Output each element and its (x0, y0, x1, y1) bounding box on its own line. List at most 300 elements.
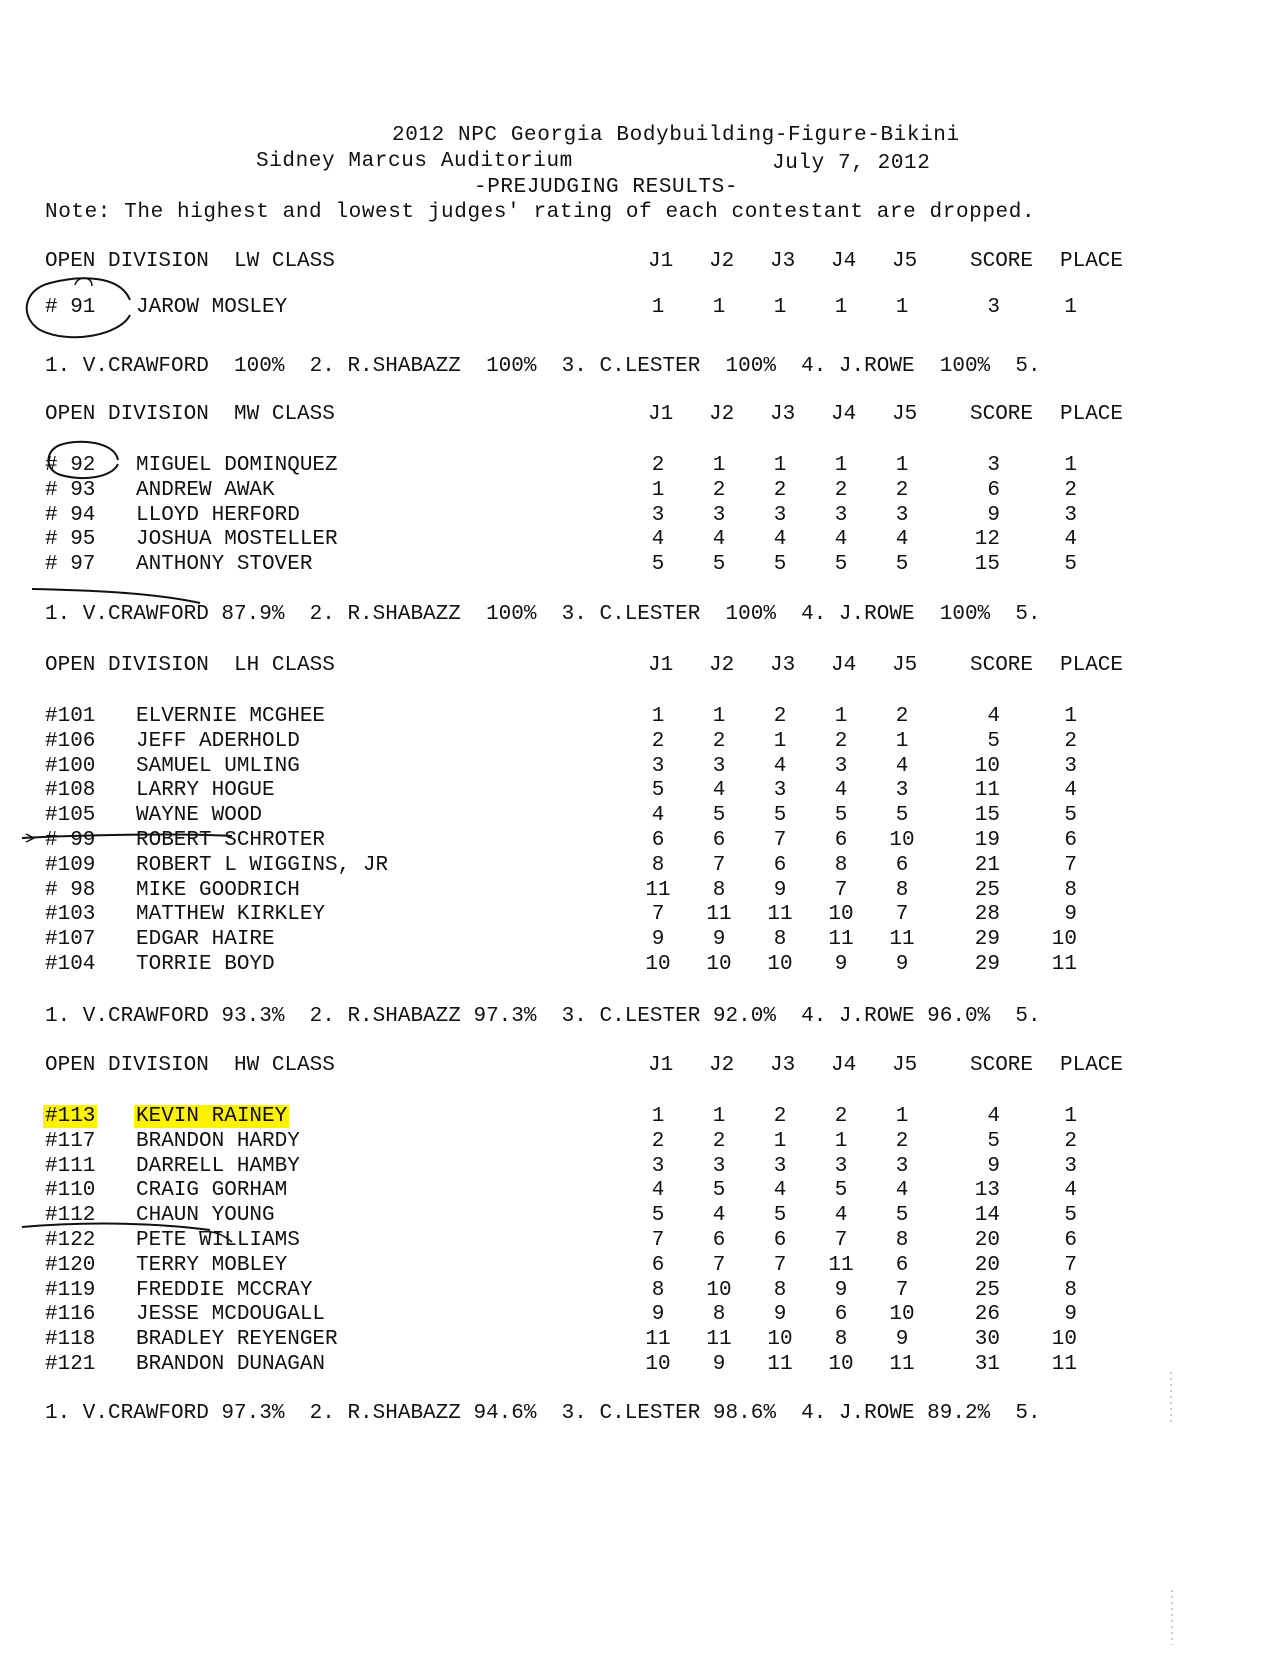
total-score: 25 (974, 1278, 1000, 1302)
contestant-row (0, 730, 1265, 754)
judge-score: 2 (895, 705, 909, 728)
judge-score: 1 (895, 454, 909, 477)
judge-score: 1 (834, 296, 848, 319)
judge-score: 9 (651, 1303, 665, 1327)
column-header: J3 (770, 654, 796, 677)
venue: Sidney Marcus Auditorium (256, 150, 573, 173)
judge-score: 10 (828, 1353, 854, 1376)
contestant-row (0, 1155, 1265, 1179)
contestant-row (0, 755, 1265, 779)
judge-score: 5 (895, 804, 909, 828)
judge-score: 4 (773, 754, 787, 778)
judge-score: 3 (773, 779, 787, 803)
judge-score: 10 (645, 1353, 671, 1376)
place: 1 (1064, 454, 1077, 477)
contestant-number: #109 (45, 853, 96, 877)
contestant-number: #113 (45, 1105, 96, 1128)
judge-score: 6 (773, 1229, 787, 1252)
total-score: 26 (974, 1303, 1000, 1327)
place: 7 (1064, 853, 1077, 877)
judge-score: 1 (895, 729, 909, 753)
contestant-number: #120 (45, 1253, 96, 1277)
judge-score: 8 (895, 878, 909, 902)
contestant-row (0, 953, 1265, 977)
contestant-row (0, 1303, 1265, 1327)
place: 6 (1064, 829, 1077, 852)
judge-score: 7 (834, 1229, 848, 1252)
division-header: OPEN DIVISION LH CLASS (45, 654, 335, 677)
contestant-name: ANTHONY STOVER (136, 553, 313, 577)
column-header: SCORE (970, 654, 1034, 677)
judge-score: 4 (773, 1179, 787, 1203)
judge-score: 4 (712, 1204, 726, 1228)
judge-score: 5 (712, 1179, 726, 1203)
judge-agreement-line: 1. V.CRAWFORD 87.9% 2. R.SHABAZZ 100% 3. C.LESTER 100% 4. J.ROWE 100% 5. (45, 603, 1041, 626)
contestant-number: #112 (45, 1204, 96, 1228)
judge-score: 3 (712, 503, 726, 527)
total-score: 30 (974, 1328, 1000, 1352)
place: 8 (1064, 1278, 1077, 1302)
contestant-row (0, 903, 1265, 927)
judge-score: 11 (645, 1328, 671, 1352)
judge-score: 10 (706, 953, 732, 976)
column-header: J3 (770, 1054, 796, 1077)
judge-score: 9 (773, 1303, 787, 1327)
total-score: 12 (974, 528, 1000, 552)
judge-score: 2 (712, 478, 726, 502)
judge-score: 3 (651, 1154, 665, 1178)
contestant-number: #111 (45, 1154, 96, 1178)
underline-mark (32, 589, 200, 603)
judge-score: 3 (895, 779, 909, 803)
judge-score: 2 (773, 1105, 787, 1128)
contestant-name: LARRY HOGUE (136, 779, 275, 803)
judge-score: 4 (651, 804, 665, 828)
contestant-name: BRANDON DUNAGAN (136, 1353, 326, 1376)
contestant-number: #110 (45, 1179, 96, 1203)
judge-score: 4 (834, 528, 848, 552)
place: 1 (1064, 1105, 1077, 1128)
judge-score: 8 (773, 928, 787, 952)
judge-score: 7 (895, 903, 909, 927)
division-header: OPEN DIVISION MW CLASS (45, 403, 335, 426)
judge-score: 3 (834, 1154, 848, 1178)
judge-score: 5 (834, 804, 848, 828)
column-header: J4 (831, 250, 857, 273)
judge-score: 1 (712, 454, 726, 477)
place: 5 (1064, 804, 1077, 828)
judge-score: 7 (773, 829, 787, 852)
total-score: 9 (987, 503, 1000, 527)
column-header: SCORE (970, 250, 1034, 273)
judge-score: 8 (834, 1328, 848, 1352)
place: 3 (1064, 1154, 1077, 1178)
judge-score: 8 (712, 878, 726, 902)
judge-score: 2 (651, 729, 665, 753)
judge-score: 8 (895, 1229, 909, 1252)
place: 6 (1064, 1229, 1077, 1252)
contestant-number: #100 (45, 754, 96, 778)
contestant-name: DARRELL HAMBY (136, 1154, 300, 1178)
contestant-row (0, 1204, 1265, 1228)
judge-score: 5 (651, 779, 665, 803)
judge-score: 2 (651, 1129, 665, 1153)
contestant-number: # 94 (45, 503, 96, 527)
judge-score: 1 (895, 1105, 909, 1128)
total-score: 5 (987, 1129, 1000, 1153)
total-score: 10 (974, 754, 1000, 778)
judge-score: 2 (834, 1105, 848, 1128)
judge-score: 10 (889, 829, 915, 852)
column-header: J1 (648, 403, 674, 426)
contestant-number: #104 (45, 953, 96, 976)
contestant-number: # 99 (45, 829, 96, 852)
contestant-number: # 93 (45, 478, 96, 502)
contestant-name: KEVIN RAINEY (136, 1105, 288, 1128)
judge-score: 6 (834, 829, 848, 852)
judge-score: 3 (651, 503, 665, 527)
judge-score: 4 (834, 779, 848, 803)
judge-score: 1 (651, 705, 665, 728)
judge-score: 5 (834, 553, 848, 577)
judge-score: 10 (767, 953, 793, 976)
contestant-number: #117 (45, 1129, 96, 1153)
contestant-number: # 91 (45, 296, 96, 319)
contestant-row (0, 1105, 1265, 1129)
judge-score: 2 (773, 705, 787, 728)
judge-score: 2 (712, 729, 726, 753)
contestant-name: ANDREW AWAK (136, 478, 275, 502)
judge-score: 6 (895, 853, 909, 877)
contestant-row (0, 504, 1265, 528)
contestant-row (0, 1279, 1265, 1303)
place: 5 (1064, 1204, 1077, 1228)
event-date: July 7, 2012 (772, 152, 931, 175)
contestant-row (0, 454, 1265, 478)
contestant-number: #101 (45, 705, 96, 728)
judge-score: 1 (834, 705, 848, 728)
judge-score: 11 (889, 1353, 915, 1376)
judge-score: 4 (651, 1179, 665, 1203)
place: 4 (1064, 779, 1077, 803)
judge-score: 1 (773, 729, 787, 753)
place: 8 (1064, 878, 1077, 902)
column-header: J3 (770, 403, 796, 426)
total-score: 15 (974, 804, 1000, 828)
column-header: J4 (831, 1054, 857, 1077)
contestant-number: #107 (45, 928, 96, 952)
judge-score: 9 (651, 928, 665, 952)
place: 3 (1064, 503, 1077, 527)
judge-score: 1 (834, 1129, 848, 1153)
contestant-row (0, 296, 1265, 320)
judge-score: 4 (651, 528, 665, 552)
judge-score: 9 (773, 878, 787, 902)
column-header: PLACE (1060, 654, 1124, 677)
contestant-name: MIGUEL DOMINQUEZ (136, 454, 338, 477)
column-header: J1 (648, 250, 674, 273)
contestant-name: ROBERT SCHROTER (136, 829, 326, 852)
place: 1 (1064, 705, 1077, 728)
column-header: J5 (892, 250, 918, 273)
judge-score: 1 (712, 705, 726, 728)
contestant-name: CRAIG GORHAM (136, 1179, 288, 1203)
contestant-name: LLOYD HERFORD (136, 503, 300, 527)
judge-score: 2 (895, 478, 909, 502)
judge-agreement-line: 1. V.CRAWFORD 100% 2. R.SHABAZZ 100% 3. C.LESTER 100% 4. J.ROWE 100% 5. (45, 355, 1041, 378)
document-title: 2012 NPC Georgia Bodybuilding-Figure-Bikini (392, 124, 960, 147)
column-header: PLACE (1060, 1054, 1124, 1077)
place: 4 (1064, 1179, 1077, 1203)
scoring-note: Note: The highest and lowest judges' rating of each contestant are dropped. (45, 201, 1036, 224)
column-header: PLACE (1060, 403, 1124, 426)
contestant-number: #118 (45, 1328, 96, 1352)
contestant-name: CHAUN YOUNG (136, 1204, 275, 1228)
contestant-name: BRANDON HARDY (136, 1129, 300, 1153)
judge-score: 8 (651, 1278, 665, 1302)
contestant-row (0, 705, 1265, 729)
judge-score: 6 (773, 853, 787, 877)
contestant-name: TORRIE BOYD (136, 953, 275, 976)
contestant-row (0, 553, 1265, 577)
place: 2 (1064, 729, 1077, 753)
judge-score: 8 (712, 1303, 726, 1327)
column-header: J5 (892, 403, 918, 426)
judge-score: 4 (712, 779, 726, 803)
judge-score: 6 (712, 829, 726, 852)
place: 7 (1064, 1253, 1077, 1277)
judge-score: 11 (828, 1253, 854, 1277)
contestant-row (0, 854, 1265, 878)
judge-score: 1 (712, 296, 726, 319)
total-score: 6 (987, 478, 1000, 502)
total-score: 29 (974, 928, 1000, 952)
contestant-name: JOSHUA MOSTELLER (136, 528, 338, 552)
column-header: J4 (831, 403, 857, 426)
judge-score: 4 (834, 1204, 848, 1228)
contestant-row (0, 1179, 1265, 1203)
contestant-row (0, 879, 1265, 903)
place: 2 (1064, 1129, 1077, 1153)
place: 4 (1064, 528, 1077, 552)
contestant-row (0, 1229, 1265, 1253)
total-score: 3 (987, 296, 1000, 319)
contestant-number: #121 (45, 1353, 96, 1376)
total-score: 3 (987, 454, 1000, 477)
judge-score: 1 (834, 454, 848, 477)
column-header: J1 (648, 654, 674, 677)
judge-score: 11 (706, 903, 732, 927)
contestant-number: #119 (45, 1278, 96, 1302)
judge-score: 6 (712, 1229, 726, 1252)
total-score: 25 (974, 878, 1000, 902)
judge-score: 7 (651, 903, 665, 927)
column-header: J3 (770, 250, 796, 273)
column-header: J2 (709, 250, 735, 273)
column-header: J5 (892, 654, 918, 677)
judge-score: 8 (834, 853, 848, 877)
contestant-name: EDGAR HAIRE (136, 928, 275, 952)
judge-score: 6 (651, 829, 665, 852)
judge-score: 4 (773, 528, 787, 552)
judge-score: 7 (773, 1253, 787, 1277)
contestant-name: FREDDIE MCCRAY (136, 1278, 313, 1302)
judge-score: 11 (889, 928, 915, 952)
contestant-row (0, 829, 1265, 853)
judge-score: 1 (895, 296, 909, 319)
place: 3 (1064, 754, 1077, 778)
column-header: J2 (709, 403, 735, 426)
document-subtitle: -PREJUDGING RESULTS- (474, 176, 739, 199)
total-score: 13 (974, 1179, 1000, 1203)
contestant-row (0, 528, 1265, 552)
judge-score: 2 (773, 478, 787, 502)
contestant-number: #103 (45, 903, 96, 927)
contestant-number: #105 (45, 804, 96, 828)
contestant-name: JAROW MOSLEY (136, 296, 288, 319)
division-header: OPEN DIVISION LW CLASS (45, 250, 335, 273)
judge-score: 3 (773, 1154, 787, 1178)
judge-score: 6 (895, 1253, 909, 1277)
contestant-row (0, 804, 1265, 828)
judge-score: 3 (773, 503, 787, 527)
contestant-name: TERRY MOBLEY (136, 1253, 288, 1277)
total-score: 31 (974, 1353, 1000, 1376)
judge-score: 8 (651, 853, 665, 877)
judge-score: 2 (895, 1129, 909, 1153)
total-score: 29 (974, 953, 1000, 976)
judge-score: 7 (712, 1253, 726, 1277)
column-header: J4 (831, 654, 857, 677)
contestant-row (0, 928, 1265, 952)
judge-score: 11 (645, 878, 671, 902)
judge-score: 1 (651, 296, 665, 319)
judge-score: 1 (651, 478, 665, 502)
contestant-name: WAYNE WOOD (136, 804, 263, 828)
judge-score: 3 (834, 754, 848, 778)
place: 2 (1064, 478, 1077, 502)
total-score: 21 (974, 853, 1000, 877)
contestant-number: # 95 (45, 528, 96, 552)
judge-score: 9 (712, 1353, 726, 1376)
place: 10 (1051, 928, 1077, 952)
judge-score: 5 (712, 553, 726, 577)
column-header: J2 (709, 654, 735, 677)
judge-score: 7 (895, 1278, 909, 1302)
contestant-number: # 97 (45, 553, 96, 577)
total-score: 20 (974, 1253, 1000, 1277)
judge-score: 1 (712, 1105, 726, 1128)
contestant-number: # 92 (45, 454, 96, 477)
judge-score: 10 (828, 903, 854, 927)
column-header: J1 (648, 1054, 674, 1077)
judge-score: 9 (712, 928, 726, 952)
total-score: 4 (987, 1105, 1000, 1128)
place: 11 (1051, 953, 1077, 976)
contestant-row (0, 1328, 1265, 1352)
total-score: 28 (974, 903, 1000, 927)
total-score: 9 (987, 1154, 1000, 1178)
judge-score: 1 (773, 454, 787, 477)
column-header: J2 (709, 1054, 735, 1077)
contestant-name: MIKE GOODRICH (136, 878, 300, 902)
judge-score: 2 (712, 1129, 726, 1153)
judge-score: 10 (767, 1328, 793, 1352)
judge-score: 1 (651, 1105, 665, 1128)
place: 9 (1064, 1303, 1077, 1327)
total-score: 5 (987, 729, 1000, 753)
contestant-row (0, 479, 1265, 503)
total-score: 20 (974, 1229, 1000, 1252)
judge-score: 3 (895, 1154, 909, 1178)
judge-score: 1 (773, 296, 787, 319)
contestant-name: PETE WILLIAMS (136, 1229, 300, 1252)
contestant-row (0, 1353, 1265, 1377)
total-score: 4 (987, 705, 1000, 728)
judge-score: 5 (895, 553, 909, 577)
judge-score: 10 (645, 953, 671, 976)
contestant-name: MATTHEW KIRKLEY (136, 903, 326, 927)
judge-score: 9 (895, 1328, 909, 1352)
contestant-number: # 98 (45, 878, 96, 902)
column-header: J5 (892, 1054, 918, 1077)
total-score: 14 (974, 1204, 1000, 1228)
total-score: 19 (974, 829, 1000, 852)
judge-score: 2 (834, 478, 848, 502)
judge-score: 7 (651, 1229, 665, 1252)
contestant-name: JEFF ADERHOLD (136, 729, 300, 753)
judge-score: 4 (895, 528, 909, 552)
judge-score: 9 (895, 953, 909, 976)
judge-score: 4 (895, 754, 909, 778)
judge-score: 4 (895, 1179, 909, 1203)
judge-score: 11 (828, 928, 854, 952)
contestant-name: JESSE MCDOUGALL (136, 1303, 326, 1327)
judge-score: 11 (767, 1353, 793, 1376)
judge-score: 5 (651, 1204, 665, 1228)
judge-score: 7 (712, 853, 726, 877)
judge-score: 5 (834, 1179, 848, 1203)
contestant-number: #106 (45, 729, 96, 753)
judge-score: 6 (651, 1253, 665, 1277)
judge-score: 5 (773, 804, 787, 828)
judge-score: 11 (767, 903, 793, 927)
judge-score: 10 (706, 1278, 732, 1302)
contestant-name: ROBERT L WIGGINS, JR (136, 853, 389, 877)
judge-score: 2 (834, 729, 848, 753)
column-header: SCORE (970, 1054, 1034, 1077)
judge-score: 9 (834, 953, 848, 976)
contestant-row (0, 1130, 1265, 1154)
total-score: 11 (974, 779, 1000, 803)
contestant-name: SAMUEL UMLING (136, 754, 300, 778)
judge-score: 1 (773, 1129, 787, 1153)
column-header: SCORE (970, 403, 1034, 426)
place: 5 (1064, 553, 1077, 577)
contestant-name: ELVERNIE MCGHEE (136, 705, 326, 728)
judge-score: 3 (834, 503, 848, 527)
judge-score: 5 (712, 804, 726, 828)
contestant-row (0, 779, 1265, 803)
judge-score: 3 (712, 1154, 726, 1178)
contestant-number: #108 (45, 779, 96, 803)
total-score: 15 (974, 553, 1000, 577)
contestant-name: BRADLEY REYENGER (136, 1328, 338, 1352)
column-header: PLACE (1060, 250, 1124, 273)
judge-score: 5 (895, 1204, 909, 1228)
division-header: OPEN DIVISION HW CLASS (45, 1054, 335, 1077)
judge-score: 3 (895, 503, 909, 527)
